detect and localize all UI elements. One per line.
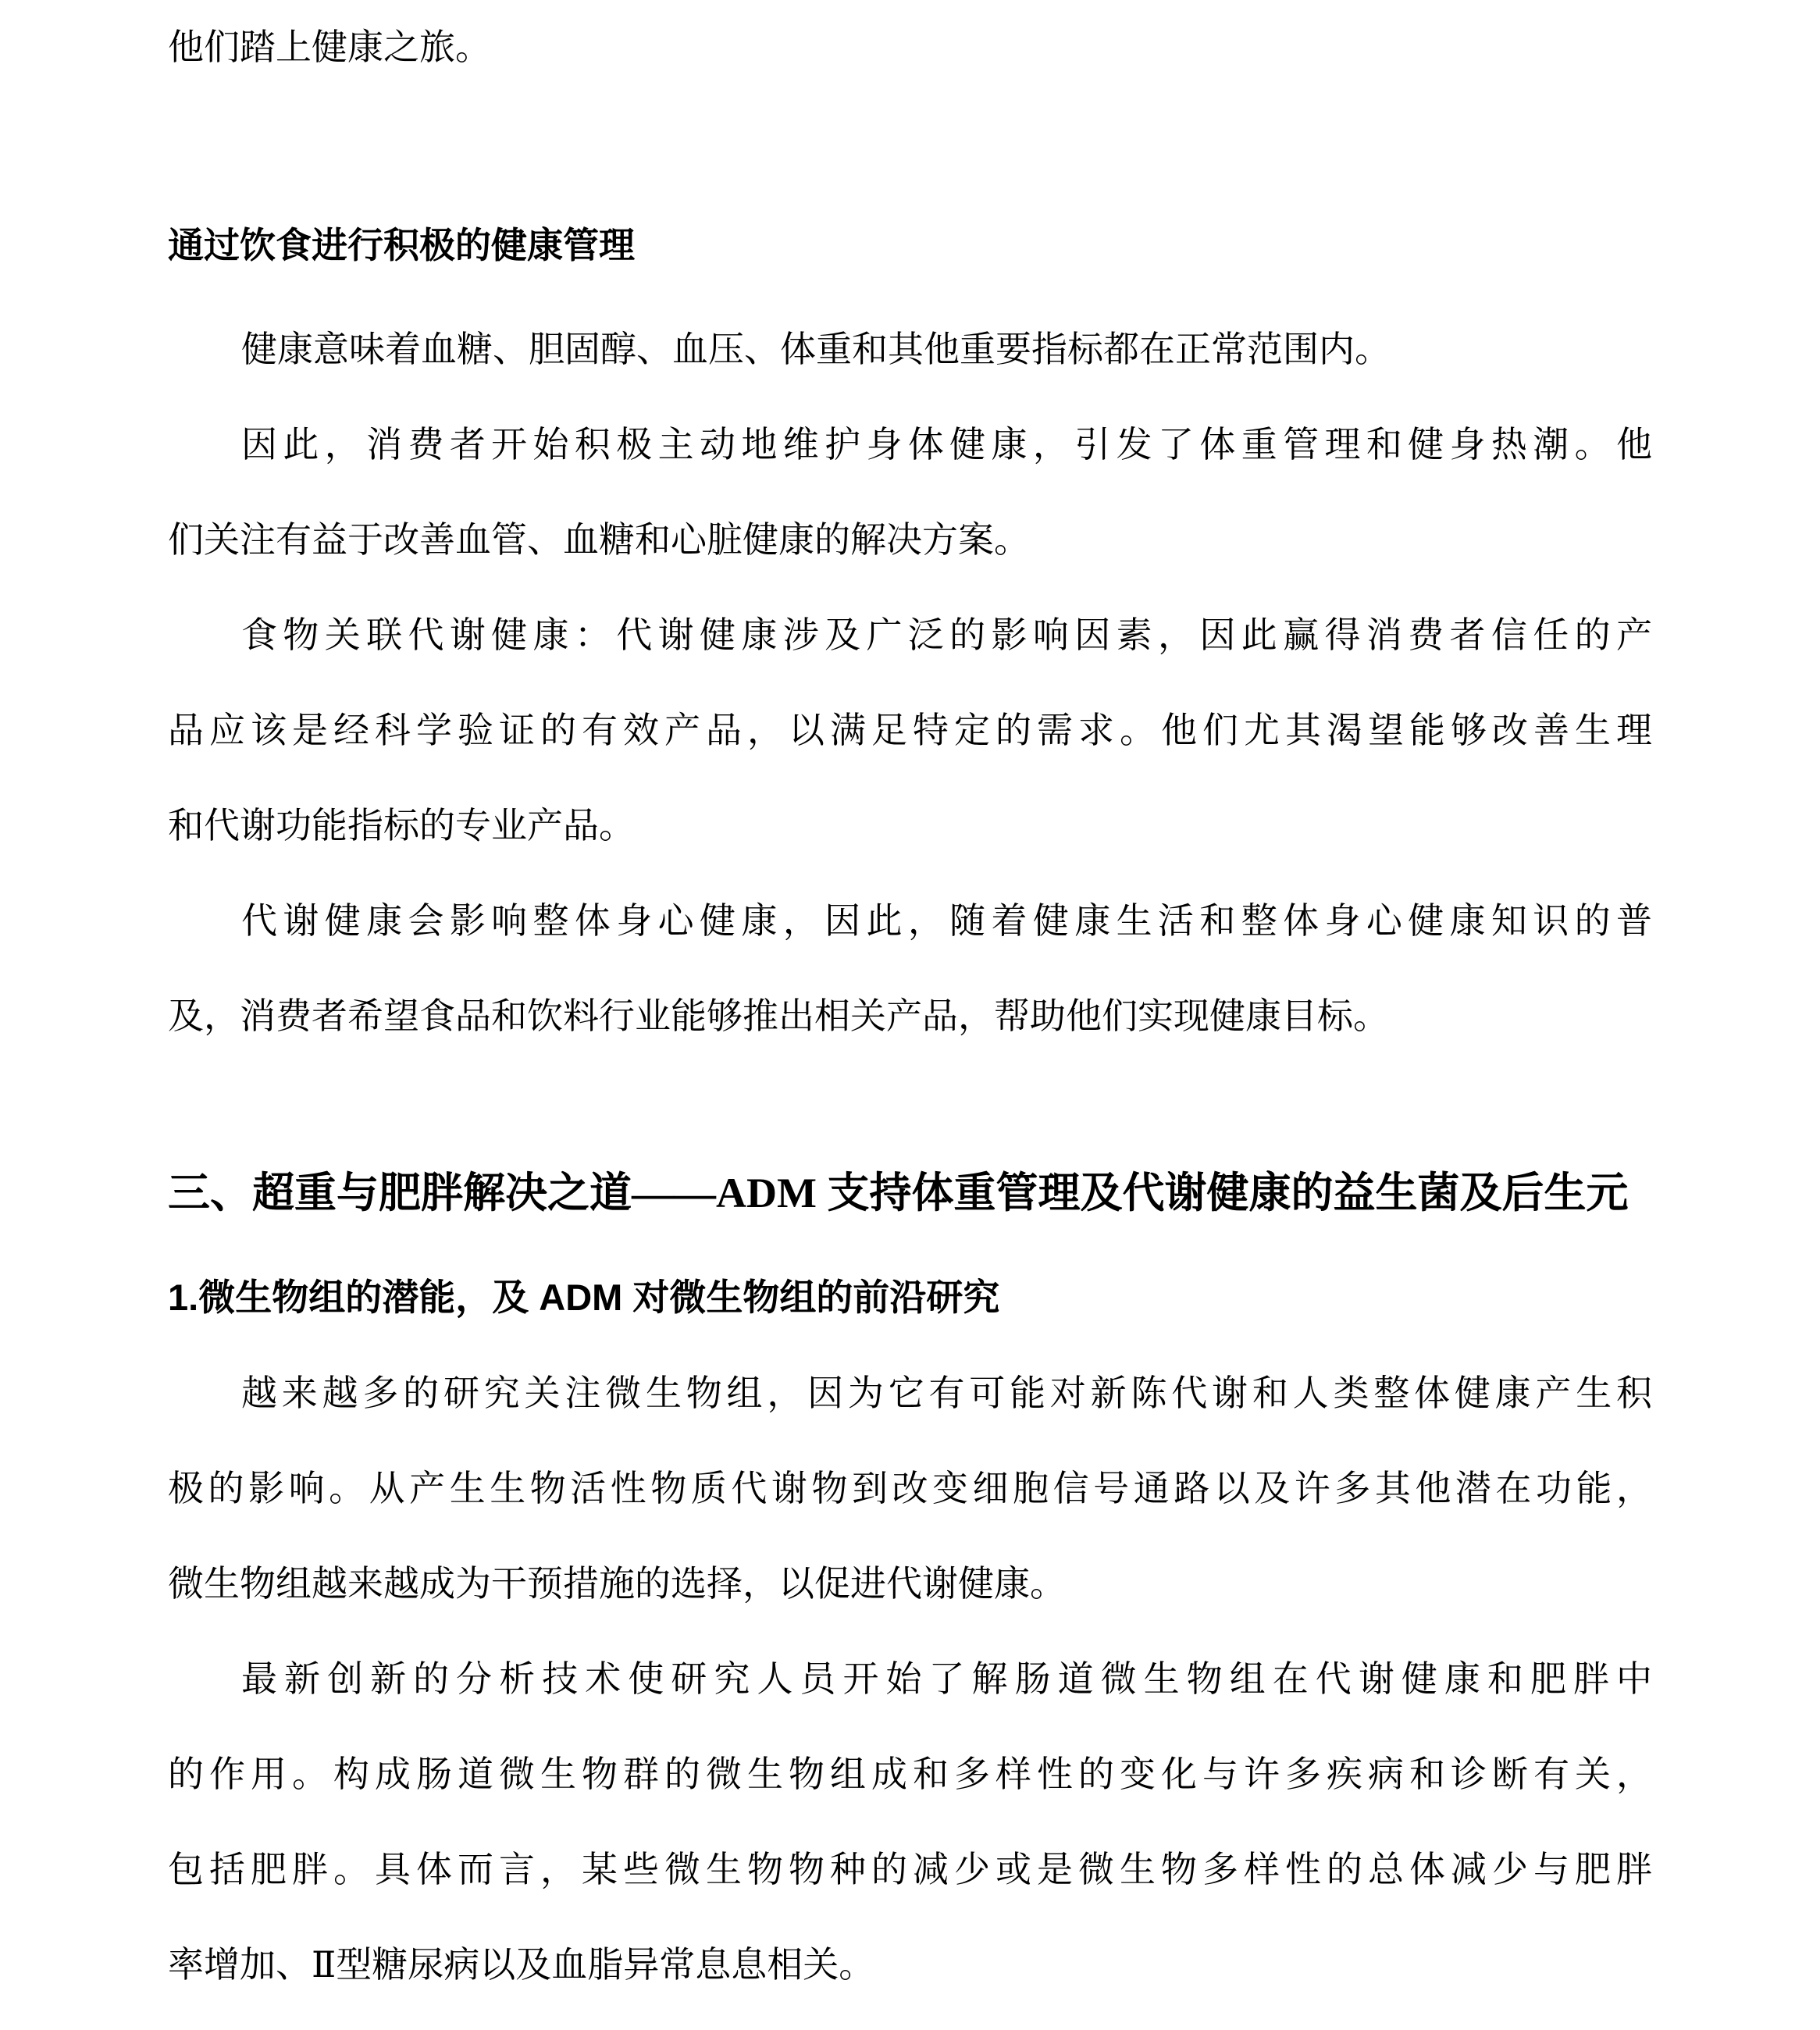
section-heading	[168, 198, 1652, 294]
text-line: 越来越多的研究关注微生物组，因为它有可能对新陈代谢和人类整体健康产生积	[241, 1373, 1652, 1413]
text-line: 代谢健康会影响整体身心健康，因此，随着健康生活和整体身心健康知识的普	[241, 901, 1652, 941]
sub-heading	[168, 1249, 1652, 1346]
paragraph	[168, 1632, 1652, 2013]
text-line: 健康意味着血糖、胆固醇、血压、体重和其他重要指标都在正常范围内。	[241, 329, 1391, 369]
text-line: 包括肥胖。具体而言，某些微生物物种的减少或是微生物多样性的总体减少与肥胖	[168, 1850, 1652, 1889]
text-line: 和代谢功能指标的专业产品。	[168, 806, 635, 846]
text-line: 最新创新的分析技术使研究人员开始了解肠道微生物组在代谢健康和肥胖中	[241, 1659, 1652, 1699]
text-line: 1.微生物组的潜能，及 ADM 对微生物组的前沿研究	[168, 1277, 1000, 1318]
text-line: 率增加、Ⅱ型糖尿病以及血脂异常息息相关。	[168, 1945, 875, 1985]
paragraph	[168, 0, 1652, 95]
text-line: 通过饮食进行积极的健康管理	[168, 226, 635, 265]
text-line: 三、超重与肥胖解决之道——ADM 支持体重管理及代谢健康的益生菌及后生元	[168, 1170, 1629, 1216]
text-line: 们关注有益于改善血管、血糖和心脏健康的解决方案。	[168, 520, 1030, 560]
paragraph	[168, 1346, 1652, 1632]
paragraph	[168, 874, 1652, 1064]
text-line: 极的影响。从产生生物活性物质代谢物到改变细胞信号通路以及许多其他潜在功能，	[168, 1469, 1652, 1508]
text-line: 他们踏上健康之旅。	[168, 27, 491, 67]
chapter-heading	[168, 1139, 1652, 1247]
text-line: 及，消费者希望食品和饮料行业能够推出相关产品，帮助他们实现健康目标。	[168, 996, 1389, 1036]
text-line: 因此，消费者开始积极主动地维护身体健康，引发了体重管理和健身热潮。他	[241, 425, 1652, 465]
paragraph	[168, 397, 1652, 588]
text-line: 食物关联代谢健康：代谢健康涉及广泛的影响因素，因此赢得消费者信任的产	[241, 615, 1652, 655]
paragraph	[168, 302, 1652, 397]
text-line: 品应该是经科学验证的有效产品，以满足特定的需求。他们尤其渴望能够改善生理	[168, 710, 1652, 750]
text-line: 微生物组越来越成为干预措施的选择，以促进代谢健康。	[168, 1564, 1066, 1604]
text-line: 的作用。构成肠道微生物群的微生物组成和多样性的变化与许多疾病和诊断有关，	[168, 1754, 1652, 1794]
paragraph	[168, 588, 1652, 874]
